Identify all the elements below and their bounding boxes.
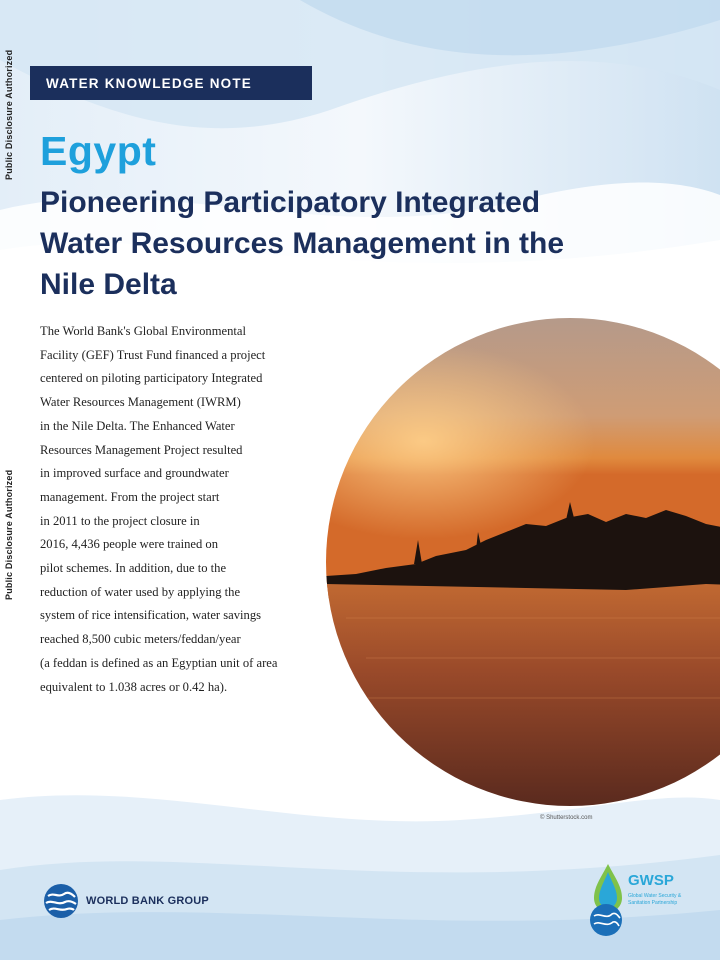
country-heading: Egypt	[40, 128, 157, 174]
world-bank-label: WORLD BANK GROUP	[86, 895, 209, 907]
body-line: equivalent to 1.038 acres or 0.42 ha).	[40, 679, 228, 694]
body-line: Water Resources Management (IWRM)	[40, 395, 241, 410]
disclosure-stamp-top: Public Disclosure Authorized	[4, 49, 14, 180]
series-banner: WATER KNOWLEDGE NOTE	[30, 66, 312, 100]
body-line: The World Bank's Global Environmental	[40, 324, 246, 338]
body-line: centered on piloting participatory Integrated	[40, 371, 263, 386]
gwsp-label: GWSP	[628, 872, 674, 889]
body-line: in improved surface and groundwater	[40, 466, 229, 481]
body-line: management. From the project start	[40, 489, 220, 504]
body-line: (a feddan is defined as an Egyptian unit of area	[40, 655, 278, 670]
gwsp-subtitle: Global Water Security & Sanitation Partnership	[628, 893, 682, 906]
world-bank-logo	[42, 882, 209, 920]
body-line: pilot schemes. In addition, due to the	[40, 561, 227, 576]
disclosure-stamp-middle: Public Disclosure Authorized	[4, 469, 14, 600]
photo-caption: © Shutterstock.com	[540, 815, 593, 821]
body-line: system of rice intensification, water savings	[40, 608, 262, 623]
body-line: reduction of water used by applying the	[40, 584, 241, 599]
body-line: 2016, 4,436 people were trained on	[40, 537, 219, 552]
summary-paragraph	[40, 320, 340, 699]
body-line: Resources Management Project resulted	[40, 442, 243, 457]
nile-sunset-photo	[326, 318, 720, 806]
document-title	[40, 182, 690, 305]
title-line: Nile Delta	[40, 268, 177, 301]
title-line: Pioneering Participatory Integrated	[40, 186, 541, 219]
body-line: in 2011 to the project closure in	[40, 513, 200, 528]
title-line: Water Resources Management in the	[40, 227, 565, 260]
body-line: reached 8,500 cubic meters/feddan/year	[40, 632, 241, 647]
body-line: in the Nile Delta. The Enhanced Water	[40, 418, 235, 433]
globe-icon	[42, 882, 80, 920]
body-line: Facility (GEF) Trust Fund financed a project	[40, 347, 266, 362]
